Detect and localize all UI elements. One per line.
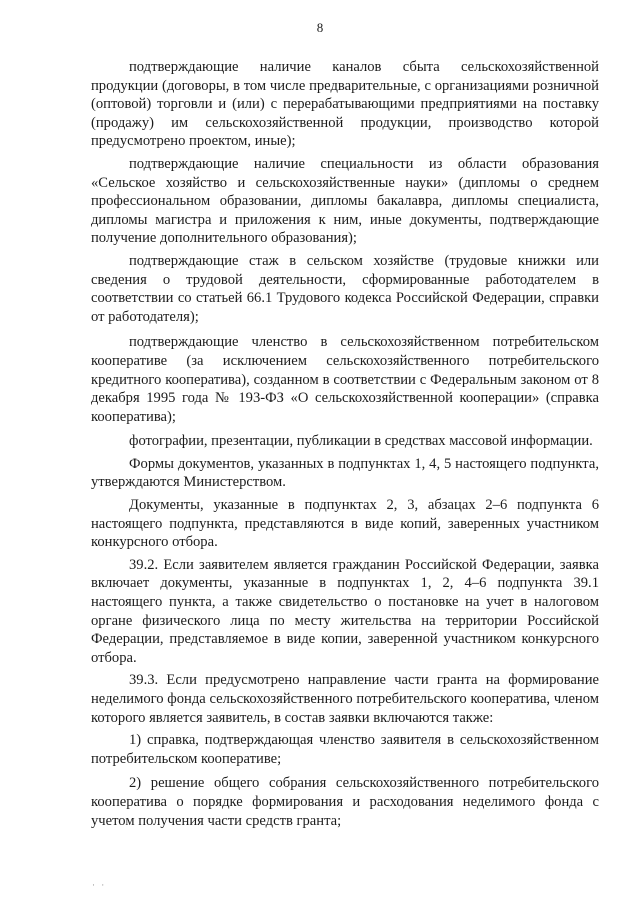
- page-number: 8: [316, 20, 324, 35]
- paragraph-item-1: 1) справка, подтверждающая членство заявителя в сельскохозяйственном потребительском кооперативе;: [91, 732, 599, 767]
- paragraph-sales-channels: подтверждающие наличие каналов сбыта сельскохозяйственной продукции (договоры, в том числе предварительные, с организациями розничной (оптовой) торговли и (или) с перерабатывающими предприятиями на поставку (продажу) им сельскохозяйственной продукции, производство которой предусмотрено проектом, иные);: [91, 59, 599, 150]
- document-body: [91, 58, 599, 830]
- paragraph-copies: Документы, указанные в подпунктах 2, 3, абзацах 2–6 подпункта 6 настоящего подпункта, представляются в виде копий, заверенных участником конкурсного отбора.: [91, 497, 599, 551]
- paragraph-item-2: 2) решение общего собрания сельскохозяйственного потребительского кооператива о порядке формирования и расходования неделимого фонда с учетом получения части средств гранта;: [91, 775, 599, 829]
- paragraph-39-3: 39.3. Если предусмотрено направление части гранта на формирование неделимого фонда сельскохозяйственного потребительского кооператива, членом которого является заявитель, в состав заявки включаются также:: [91, 672, 599, 726]
- paragraph-forms: Формы документов, указанных в подпунктах 1, 4, 5 настоящего подпункта, утверждаются Министерством.: [91, 455, 599, 491]
- scan-marks: · ·: [92, 880, 107, 890]
- paragraph-experience: подтверждающие стаж в сельском хозяйстве (трудовые книжки или сведения о трудовой деятельности, сформированные работодателем в соответствии со статьей 66.1 Трудового кодекса Российской Федерации, справки от работодателя);: [91, 252, 599, 325]
- paragraph-cooperative-membership: подтверждающие членство в сельскохозяйственном потребительском кооперативе (за исключением сельскохозяйственного потребительского кредитного кооператива), созданном в соответствии с Федеральным законом от 8 декабря 1995 года № 193-ФЗ «О сельскохозяйственной кооперации» (справка кооператива);: [91, 334, 599, 425]
- paragraph-media: фотографии, презентации, публикации в средствах массовой информации.: [129, 433, 593, 450]
- paragraph-education: подтверждающие наличие специальности из области образования «Сельское хозяйство и сельскохозяйственные науки» (дипломы о среднем профессиональном образовании, дипломы бакалавра, дипломы специалиста, дипломы магистра и приложения к ним, иные документы, подтверждающие получение дополнительного образования);: [91, 155, 599, 247]
- paragraph-39-2: 39.2. Если заявителем является гражданин Российской Федерации, заявка включает документы, указанные в подпунктах 1, 2, 4–6 подпункта 39.1 настоящего пункта, а также свидетельство о постановке на учет в налоговом органе физического лица по месту жительства на территории Российской Федерации, представляемое в виде копии, заверенной участником конкурсного отбора.: [91, 556, 599, 666]
